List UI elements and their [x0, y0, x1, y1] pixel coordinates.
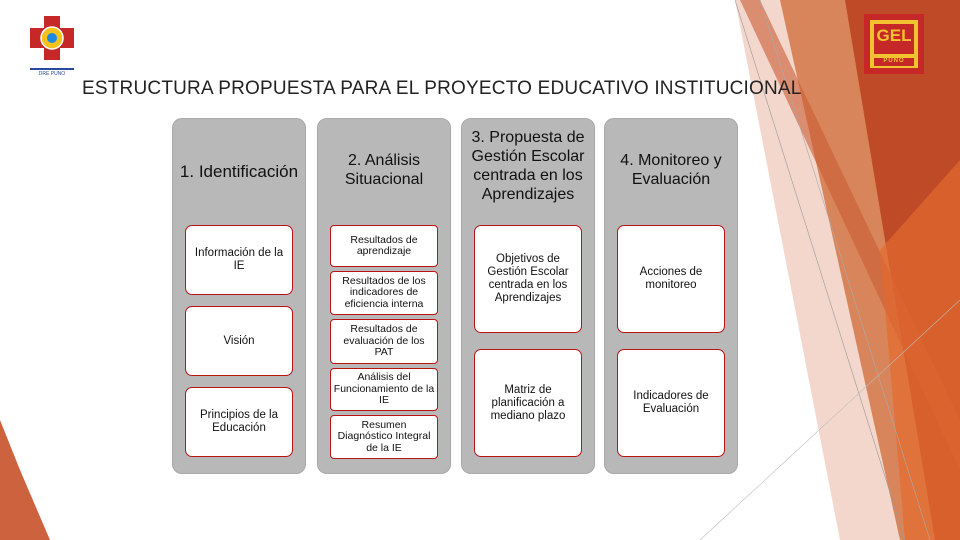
column-analisis-situacional: [317, 118, 451, 474]
page-title: ESTRUCTURA PROPUESTA PARA EL PROYECTO EDUCATIVO INSTITUCIONAL: [82, 78, 802, 99]
column-monitoreo-evaluacion: [604, 118, 738, 474]
dre-puno-logo-text: DRE PUNO: [38, 71, 66, 77]
column-identificacion: [172, 118, 306, 474]
box-principios: Principios de la Educación: [185, 387, 293, 457]
box-informacion-ie: Información de la IE: [185, 225, 293, 295]
box-resultados-aprendizaje: Resultados de aprendizaje: [330, 225, 438, 267]
gel-logo-text: GEL: [876, 26, 912, 45]
box-acciones-monitoreo: Acciones de monitoreo: [617, 225, 725, 333]
column-propuesta-gestion: [461, 118, 595, 474]
column-heading: 4. Monitoreo y Evaluación: [620, 152, 722, 188]
box-indicadores-eficiencia: Resultados de los indicadores de eficiencia interna: [330, 271, 438, 315]
box-vision: Visión: [185, 306, 293, 376]
gel-logo-subtext: PUNO: [883, 58, 905, 64]
box-evaluacion-pat: Resultados de evaluación de los PAT: [330, 319, 438, 364]
box-indicadores-evaluacion: Indicadores de Evaluación: [617, 349, 725, 457]
column-heading: 1. Identificación: [179, 162, 299, 181]
box-objetivos-gestion: Objetivos de Gestión Escolar centrada en los Aprendizajes: [474, 225, 582, 333]
column-heading: 3. Propuesta de Gestión Escolar centrada en los Aprendizajes: [471, 129, 585, 203]
box-matriz-planificacion: Matriz de planificación a mediano plazo: [474, 349, 582, 457]
box-resumen-diagnostico: Resumen Diagnóstico Integral de la IE: [330, 415, 438, 459]
column-heading: 2. Análisis Situacional: [344, 152, 424, 188]
box-funcionamiento-ie: Análisis del Funcionamiento de la IE: [330, 368, 438, 411]
